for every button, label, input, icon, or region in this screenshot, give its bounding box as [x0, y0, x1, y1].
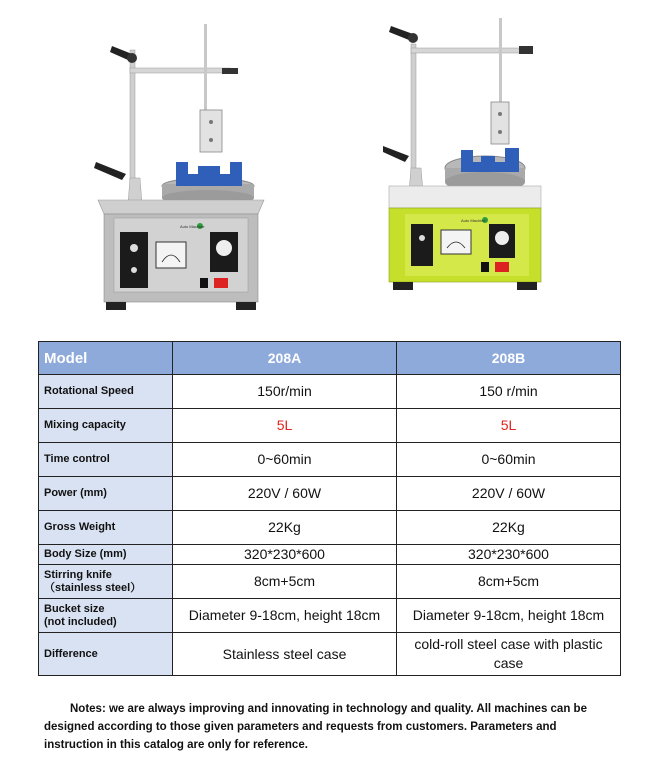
table-row: [39, 633, 621, 676]
header-model-a: 208A: [173, 342, 397, 375]
cell-value-a: 150r/min: [173, 375, 397, 409]
row-label: [39, 565, 173, 599]
cell-value-a: 5L: [173, 409, 397, 443]
product-image-208b: [383, 18, 548, 298]
cell-value-b: 0~60min: [397, 443, 621, 477]
cell-value-b: 22Kg: [397, 511, 621, 545]
table-row: [39, 545, 621, 565]
spec-table: [38, 341, 621, 676]
table-row: [39, 409, 621, 443]
table-row: [39, 599, 621, 633]
row-label: Rotational Speed: [39, 375, 173, 409]
panel-label-a: Auto Machine: [180, 224, 205, 229]
row-label: Mixing capacity: [39, 409, 173, 443]
cell-value-b: cold-roll steel case with plastic case: [397, 633, 621, 676]
cell-value-a: Diameter 9-18cm, height 18cm: [173, 599, 397, 633]
cell-value-b: 8cm+5cm: [397, 565, 621, 599]
row-label: Time control: [39, 443, 173, 477]
row-label: Gross Weight: [39, 511, 173, 545]
row-label: [39, 599, 173, 633]
cell-value-b: 220V / 60W: [397, 477, 621, 511]
table-row: [39, 443, 621, 477]
table-row: [39, 511, 621, 545]
cell-value-a: 8cm+5cm: [173, 565, 397, 599]
cell-value-b: 320*230*600: [397, 545, 621, 565]
row-label: Power (mm): [39, 477, 173, 511]
cell-value-a: 22Kg: [173, 511, 397, 545]
table-row: [39, 375, 621, 409]
table-row: [39, 477, 621, 511]
table-row: [39, 565, 621, 599]
cell-value-a: Stainless steel case: [173, 633, 397, 676]
cell-value-a: 220V / 60W: [173, 477, 397, 511]
product-image-208a: [92, 18, 268, 313]
header-model-label: Model: [39, 342, 173, 375]
table-header-row: [39, 342, 621, 375]
header-model-b: 208B: [397, 342, 621, 375]
row-label: Difference: [39, 633, 173, 676]
row-label-line2: （stainless steel）: [44, 581, 142, 594]
cell-value-a: 320*230*600: [173, 545, 397, 565]
row-label-line2: (not included): [44, 615, 117, 628]
panel-label-b: Auto Machine: [461, 218, 486, 223]
cell-value-b: Diameter 9-18cm, height 18cm: [397, 599, 621, 633]
row-label-line1: Bucket size: [44, 602, 105, 615]
row-label-line1: Stirring knife: [44, 568, 112, 581]
notes-paragraph: Notes: we are always improving and innovating in technology and quality. All machines can be designed according to those given parameters and requests from customers. Parameters and instruction in this catalog are only for reference.: [44, 703, 587, 751]
cell-value-b: 150 r/min: [397, 375, 621, 409]
cell-value-b: 5L: [397, 409, 621, 443]
row-label: Body Size (mm): [39, 545, 173, 565]
cell-value-a: 0~60min: [173, 443, 397, 477]
